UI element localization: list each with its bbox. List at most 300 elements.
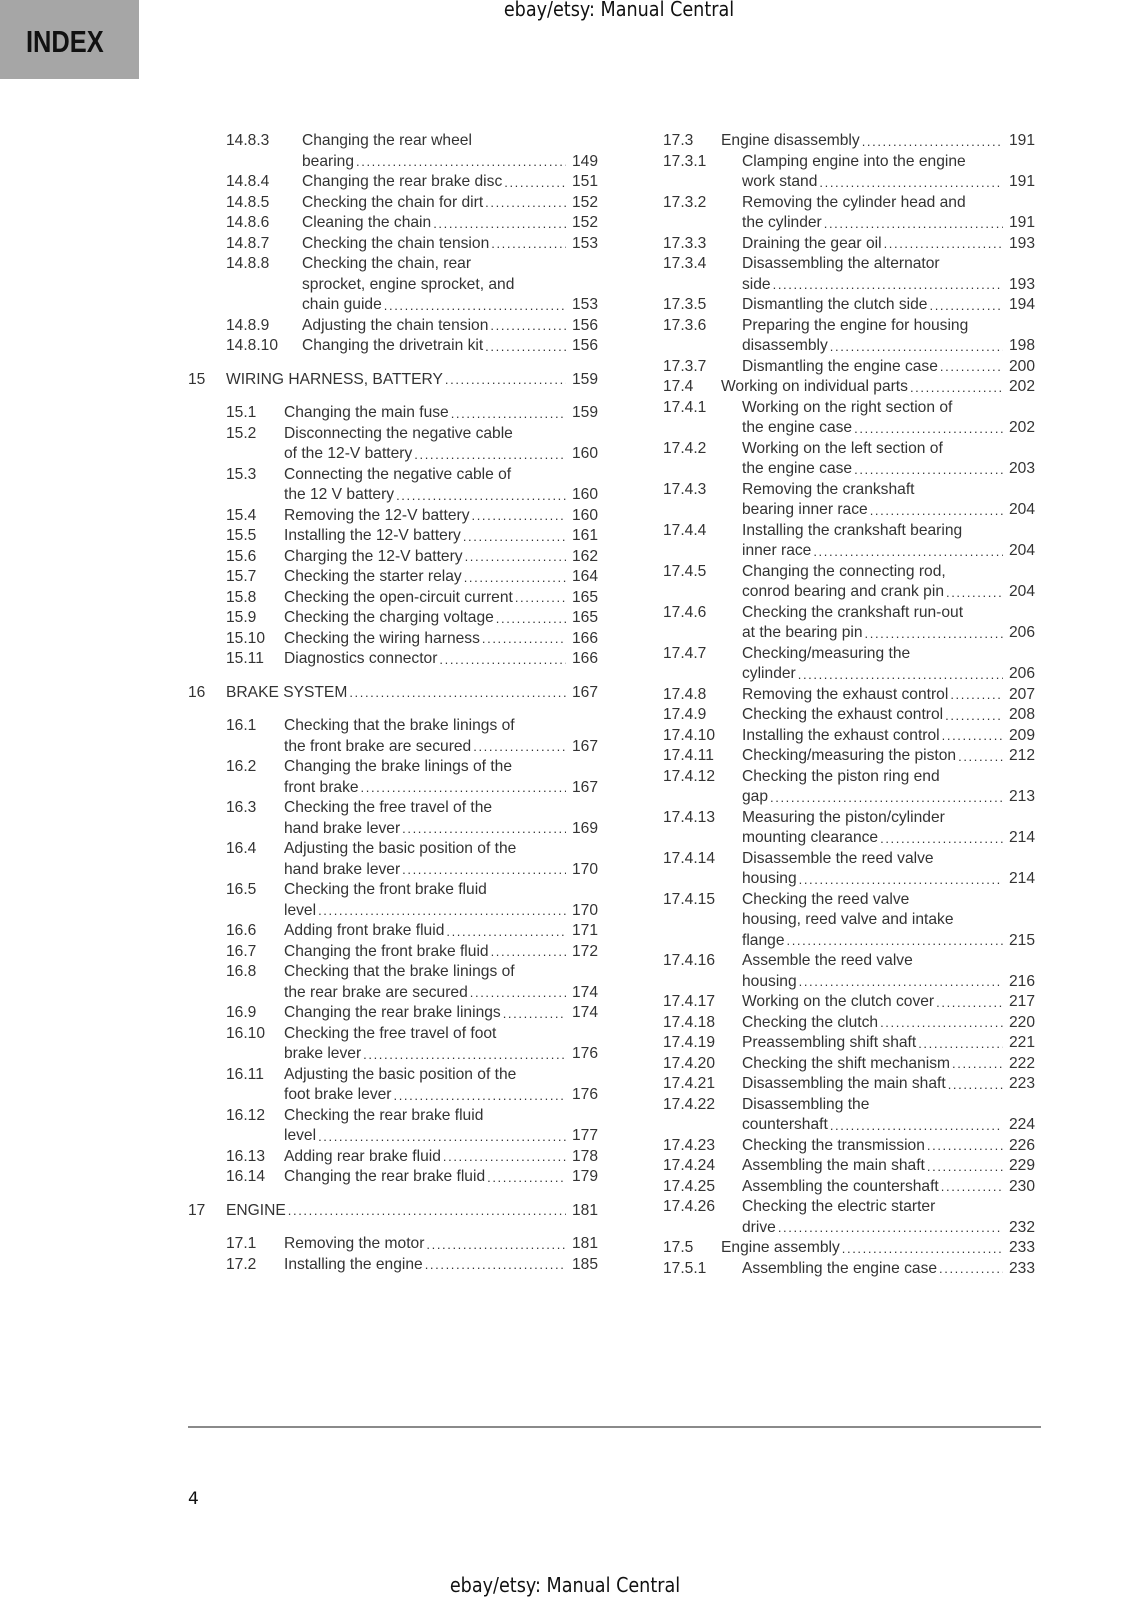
toc-entry-number: 17.3.5 bbox=[663, 296, 707, 313]
toc-entry-number: 15.10 bbox=[226, 629, 266, 647]
toc-entry-title: Adjusting the chain tension bbox=[302, 316, 489, 334]
dot-leader bbox=[884, 234, 1003, 254]
toc-entry-title: disassembly bbox=[742, 337, 828, 354]
toc-entry-title: Checking the piston ring end bbox=[742, 767, 940, 785]
toc-entry-title: foot brake lever bbox=[284, 1086, 392, 1103]
toc-entry-title: Engine disassembly bbox=[721, 132, 860, 149]
dot-leader bbox=[396, 486, 566, 506]
toc-entry[interactable] bbox=[663, 480, 1035, 521]
toc-entry[interactable] bbox=[188, 1106, 598, 1147]
toc-entry-page: 151 bbox=[571, 173, 598, 190]
toc-entry-number: 17.4.11 bbox=[663, 747, 714, 764]
dot-leader bbox=[490, 316, 566, 336]
toc-entry-page: 171 bbox=[571, 922, 598, 939]
toc-entry-page: 153 bbox=[571, 296, 598, 313]
toc-entry-title: cylinder bbox=[742, 665, 796, 682]
toc-entry[interactable] bbox=[188, 213, 598, 234]
toc-entry-page: 191 bbox=[1008, 173, 1035, 190]
toc-entry-page: 217 bbox=[1008, 993, 1035, 1010]
dot-leader bbox=[402, 860, 566, 880]
toc-entry[interactable] bbox=[663, 767, 1035, 808]
toc-entry[interactable] bbox=[663, 746, 1035, 767]
toc-entry-number: 15.11 bbox=[226, 650, 264, 667]
toc-entry[interactable] bbox=[188, 254, 598, 316]
toc-entry-page: 165 bbox=[571, 609, 598, 626]
dot-leader bbox=[854, 419, 1003, 439]
toc-entry-number: 16.3 bbox=[226, 799, 257, 816]
toc-entry-title: Changing the front brake fluid bbox=[284, 942, 489, 960]
toc-entry-title: Removing the 12-V battery bbox=[284, 506, 470, 524]
toc-entry-title: Installing the engine bbox=[284, 1255, 423, 1273]
toc-entry[interactable] bbox=[663, 152, 1035, 193]
dot-leader bbox=[842, 1239, 1003, 1259]
dot-leader bbox=[770, 788, 1003, 808]
toc-entry-page: 208 bbox=[1008, 706, 1035, 723]
toc-entry-title: Changing the rear brake fluid bbox=[284, 1168, 486, 1185]
toc-entry-number: 17.4.6 bbox=[663, 603, 707, 621]
toc-entry-title: Checking the clutch bbox=[742, 1013, 879, 1031]
toc-entry-title: Checking the chain tension bbox=[302, 234, 490, 252]
toc-entry-number: 15.8 bbox=[226, 588, 257, 606]
toc-entry-title: Assembling the countershaft bbox=[742, 1177, 939, 1195]
toc-entry-page: 164 bbox=[571, 568, 598, 585]
toc-entry[interactable] bbox=[188, 962, 598, 1003]
toc-entry-title: Checking the chain, rear bbox=[302, 255, 472, 272]
toc-chapter-entry[interactable] bbox=[188, 370, 598, 391]
toc-entry[interactable] bbox=[188, 608, 598, 629]
dot-leader bbox=[473, 737, 566, 757]
toc-entry-title: drive bbox=[742, 1218, 776, 1236]
toc-entry-number: 17.4.17 bbox=[663, 993, 716, 1010]
toc-entry-page: 152 bbox=[571, 214, 598, 231]
toc-entry[interactable] bbox=[663, 1054, 1035, 1075]
dot-leader bbox=[939, 1259, 1003, 1279]
toc-entry-title: Checking the exhaust control bbox=[742, 706, 944, 723]
toc-entry-number: 15.2 bbox=[226, 424, 257, 442]
toc-entry-title: work stand bbox=[742, 173, 818, 190]
toc-entry[interactable] bbox=[188, 1147, 598, 1168]
dot-leader bbox=[862, 132, 1003, 152]
toc-entry[interactable] bbox=[663, 808, 1035, 849]
toc-entry[interactable] bbox=[188, 629, 598, 650]
toc-entry-number: 14.8.10 bbox=[226, 337, 279, 354]
toc-entry-title: Working on the right section of bbox=[742, 398, 953, 416]
toc-entry[interactable] bbox=[663, 705, 1035, 726]
toc-entry-number: 17.3.7 bbox=[663, 357, 707, 375]
toc-entry-page: 167 bbox=[571, 778, 598, 796]
dot-leader bbox=[799, 870, 1003, 890]
toc-entry-title: Checking the free travel of the bbox=[284, 799, 493, 816]
toc-entry-number: 16.10 bbox=[226, 1024, 266, 1042]
toc-entry-number: 16.8 bbox=[226, 963, 257, 980]
toc-entry[interactable] bbox=[188, 465, 598, 506]
toc-entry-title: Changing the rear wheel bbox=[302, 132, 472, 149]
toc-entry[interactable] bbox=[663, 398, 1035, 439]
toc-entry-title: side bbox=[742, 275, 771, 293]
toc-entry-page: 223 bbox=[1008, 1075, 1035, 1092]
toc-entry-title: WIRING HARNESS, BATTERY bbox=[226, 370, 443, 388]
dot-leader bbox=[946, 583, 1003, 603]
dot-leader bbox=[318, 901, 566, 921]
toc-entry-title: Checking the crankshaft run-out bbox=[742, 603, 964, 621]
toc-entry-title: Assembling the main shaft bbox=[742, 1157, 925, 1174]
toc-entry-page: 191 bbox=[1008, 132, 1035, 149]
dot-leader bbox=[910, 378, 1003, 398]
toc-entry-page: 149 bbox=[571, 152, 598, 170]
toc-entry[interactable] bbox=[663, 685, 1035, 706]
toc-entry-page: 156 bbox=[571, 316, 598, 334]
toc-entry[interactable] bbox=[188, 1234, 598, 1255]
dot-leader bbox=[425, 1255, 566, 1275]
toc-entry[interactable] bbox=[188, 526, 598, 547]
toc-entry-title: Checking that the brake linings of bbox=[284, 717, 515, 734]
toc-entry[interactable] bbox=[188, 547, 598, 568]
dot-leader bbox=[870, 501, 1003, 521]
toc-entry-title: Engine assembly bbox=[721, 1239, 840, 1256]
toc-entry-page: 161 bbox=[571, 527, 598, 544]
toc-entry[interactable] bbox=[663, 1136, 1035, 1157]
toc-entry-title: Disassembling the bbox=[742, 1095, 870, 1113]
toc-entry-number: 17.4.8 bbox=[663, 685, 707, 703]
dot-leader bbox=[936, 993, 1003, 1013]
dot-leader bbox=[773, 275, 1003, 295]
toc-entry[interactable] bbox=[663, 1197, 1035, 1238]
toc-entry-title: at the bearing pin bbox=[742, 624, 863, 641]
toc-entry-title: Dismantling the clutch side bbox=[742, 296, 928, 313]
toc-entry-page: 222 bbox=[1008, 1054, 1035, 1072]
toc-entry-number: 17.1 bbox=[226, 1235, 257, 1252]
toc-entry-number: 15 bbox=[188, 370, 206, 388]
toc-entry[interactable] bbox=[663, 1177, 1035, 1198]
toc-entry-page: 206 bbox=[1008, 624, 1035, 641]
toc-entry-title: Disconnecting the negative cable bbox=[284, 424, 513, 442]
toc-entry-title: level bbox=[284, 1127, 317, 1144]
toc-entry-title: chain guide bbox=[302, 296, 382, 313]
toc-entry[interactable] bbox=[663, 951, 1035, 992]
toc-entry[interactable] bbox=[188, 880, 598, 921]
toc-right-column bbox=[663, 131, 1035, 1279]
dot-leader bbox=[414, 445, 566, 465]
toc-entry[interactable] bbox=[188, 1003, 598, 1024]
dot-leader bbox=[819, 173, 1003, 193]
dot-leader bbox=[830, 337, 1003, 357]
toc-entry-number: 14.8.8 bbox=[226, 255, 270, 272]
toc-entry-page: 233 bbox=[1008, 1239, 1035, 1256]
toc-entry-title: Changing the brake linings of the bbox=[284, 758, 512, 775]
toc-entry-number: 14.8.9 bbox=[226, 316, 270, 334]
dot-leader bbox=[443, 1147, 566, 1167]
dot-leader bbox=[451, 404, 566, 424]
toc-entry-number: 17.4.2 bbox=[663, 439, 707, 457]
toc-entry-title: ENGINE bbox=[226, 1201, 286, 1219]
toc-entry-page: 167 bbox=[571, 737, 598, 755]
dot-leader bbox=[363, 1045, 566, 1065]
toc-entry[interactable] bbox=[188, 234, 598, 255]
toc-entry-title: Cleaning the chain bbox=[302, 214, 432, 231]
toc-entry-page: 230 bbox=[1008, 1177, 1035, 1195]
dot-leader bbox=[865, 624, 1003, 644]
dot-leader bbox=[445, 370, 566, 390]
dot-leader bbox=[446, 922, 566, 942]
toc-entry[interactable] bbox=[663, 521, 1035, 562]
toc-entry[interactable] bbox=[188, 1024, 598, 1065]
toc-entry-title: Charging the 12-V battery bbox=[284, 547, 463, 565]
toc-entry-page: 178 bbox=[571, 1147, 598, 1165]
toc-entry-number: 15.7 bbox=[226, 568, 257, 585]
toc-entry[interactable] bbox=[663, 439, 1035, 480]
dot-leader bbox=[439, 650, 566, 670]
toc-entry[interactable] bbox=[188, 588, 598, 609]
toc-entry-title: Adjusting the basic position of the bbox=[284, 1065, 517, 1083]
toc-entry-title: Installing the exhaust control bbox=[742, 726, 940, 744]
toc-entry-title: level bbox=[284, 901, 317, 919]
toc-entry[interactable] bbox=[663, 377, 1035, 398]
dot-leader bbox=[491, 234, 566, 254]
toc-entry[interactable] bbox=[663, 1259, 1035, 1280]
toc-entry-number: 17.3.4 bbox=[663, 255, 707, 272]
toc-entry-title: Disassembling the alternator bbox=[742, 255, 940, 272]
dot-leader bbox=[787, 931, 1004, 951]
toc-entry[interactable] bbox=[663, 316, 1035, 357]
toc-entry-page: 220 bbox=[1008, 1013, 1035, 1031]
toc-entry-title: Checking the shift mechanism bbox=[742, 1054, 951, 1072]
dot-leader bbox=[503, 1004, 566, 1024]
toc-entry-page: 193 bbox=[1008, 234, 1035, 252]
index-tab bbox=[0, 0, 139, 79]
dot-leader bbox=[465, 547, 566, 567]
toc-entry[interactable] bbox=[663, 1074, 1035, 1095]
toc-chapter-entry[interactable] bbox=[188, 683, 598, 704]
dot-leader bbox=[318, 1127, 566, 1147]
toc-entry-number: 17.5 bbox=[663, 1239, 694, 1256]
toc-entry-page: 177 bbox=[571, 1127, 598, 1144]
toc-entry-page: 167 bbox=[571, 683, 598, 701]
dot-leader bbox=[426, 1235, 566, 1255]
dot-leader bbox=[824, 214, 1003, 234]
toc-entry[interactable] bbox=[663, 603, 1035, 644]
toc-entry-title: Changing the rear brake disc bbox=[302, 173, 503, 190]
toc-entry-title: flange bbox=[742, 931, 785, 949]
toc-entry-title: Working on the left section of bbox=[742, 439, 943, 457]
toc-entry[interactable] bbox=[188, 1255, 598, 1276]
toc-entry[interactable] bbox=[188, 131, 598, 172]
toc-entry[interactable] bbox=[188, 316, 598, 337]
toc-entry[interactable] bbox=[663, 1156, 1035, 1177]
dot-leader bbox=[927, 1157, 1003, 1177]
toc-entry-number: 17.3.1 bbox=[663, 152, 707, 170]
toc-entry-title: Adding rear brake fluid bbox=[284, 1147, 441, 1165]
dot-leader bbox=[491, 942, 566, 962]
toc-entry[interactable] bbox=[663, 726, 1035, 747]
toc-entry-title: Connecting the negative cable of bbox=[284, 465, 512, 483]
toc-entry[interactable] bbox=[188, 757, 598, 798]
toc-entry[interactable] bbox=[663, 254, 1035, 295]
toc-entry[interactable] bbox=[663, 890, 1035, 952]
dot-leader bbox=[941, 1177, 1003, 1197]
toc-entry-page: 203 bbox=[1008, 460, 1035, 477]
toc-entry-title: bearing inner race bbox=[742, 501, 868, 518]
toc-entry-page: 204 bbox=[1008, 542, 1035, 559]
toc-entry[interactable] bbox=[188, 1167, 598, 1188]
toc-entry[interactable] bbox=[188, 921, 598, 942]
toc-entry-number: 16.5 bbox=[226, 881, 257, 898]
toc-entry-title: Adding front brake fluid bbox=[284, 922, 445, 939]
dot-leader bbox=[482, 629, 566, 649]
toc-entry[interactable] bbox=[663, 1033, 1035, 1054]
toc-entry-number: 17.4.23 bbox=[663, 1136, 716, 1154]
dot-leader bbox=[950, 685, 1003, 705]
dot-leader bbox=[918, 1034, 1003, 1054]
toc-entry-number: 17.4.26 bbox=[663, 1198, 716, 1215]
toc-entry-number: 17.3.2 bbox=[663, 193, 707, 211]
toc-entry-title: bearing bbox=[302, 152, 355, 170]
toc-entry-title: Checking the open-circuit current bbox=[284, 588, 513, 606]
toc-entry[interactable] bbox=[188, 506, 598, 527]
toc-entry-title: Changing the drivetrain kit bbox=[302, 337, 484, 354]
dot-leader bbox=[288, 1201, 566, 1221]
toc-entry-number: 16.11 bbox=[226, 1065, 264, 1083]
toc-entry-page: 202 bbox=[1008, 419, 1035, 436]
toc-entry-number: 17.4.7 bbox=[663, 644, 707, 662]
dot-leader bbox=[798, 665, 1003, 685]
toc-entry-number: 17 bbox=[188, 1201, 206, 1219]
watermark-top: ebay/etsy: Manual Central bbox=[503, 0, 735, 21]
dot-leader bbox=[952, 1054, 1003, 1074]
toc-entry[interactable] bbox=[188, 649, 598, 670]
toc-entry-number: 17.4.9 bbox=[663, 706, 707, 723]
dot-leader bbox=[504, 173, 566, 193]
toc-entry-number: 16.2 bbox=[226, 758, 257, 775]
dot-leader bbox=[958, 747, 1003, 767]
toc-entry[interactable] bbox=[188, 839, 598, 880]
toc-entry-number: 17.4.1 bbox=[663, 398, 707, 416]
toc-entry-number: 16.14 bbox=[226, 1168, 266, 1185]
toc-entry[interactable] bbox=[663, 1238, 1035, 1259]
toc-entry-number: 16.9 bbox=[226, 1004, 257, 1021]
toc-entry[interactable] bbox=[188, 1065, 598, 1106]
dot-leader bbox=[942, 726, 1003, 746]
toc-entry-title: front brake bbox=[284, 778, 359, 796]
dot-leader bbox=[854, 460, 1003, 480]
toc-entry-title: mounting clearance bbox=[742, 829, 879, 846]
dot-leader bbox=[384, 296, 566, 316]
toc-entry-title: of the 12-V battery bbox=[284, 445, 413, 462]
toc-entry-title: the front brake are secured bbox=[284, 737, 472, 755]
toc-entry-title: Assemble the reed valve bbox=[742, 952, 913, 969]
toc-entry-number: 17.4.19 bbox=[663, 1034, 716, 1051]
toc-entry[interactable] bbox=[188, 403, 598, 424]
toc-entry-title: Installing the 12-V battery bbox=[284, 527, 461, 544]
toc-entry[interactable] bbox=[188, 193, 598, 214]
toc-entry-title: the rear brake are secured bbox=[284, 983, 468, 1001]
toc-entry-title: Draining the gear oil bbox=[742, 234, 882, 252]
toc-entry-title: BRAKE SYSTEM bbox=[226, 683, 348, 701]
toc-entry-number: 14.8.7 bbox=[226, 234, 270, 252]
toc-entry[interactable] bbox=[663, 562, 1035, 603]
toc-entry-page: 213 bbox=[1008, 788, 1035, 805]
dot-leader bbox=[945, 706, 1003, 726]
toc-entry-page: 174 bbox=[571, 1004, 598, 1021]
toc-entry[interactable] bbox=[663, 644, 1035, 685]
toc-entry-title: housing bbox=[742, 870, 797, 887]
toc-entry-title: the 12 V battery bbox=[284, 486, 395, 503]
toc-entry[interactable] bbox=[663, 234, 1035, 255]
dot-leader bbox=[485, 193, 566, 213]
toc-entry-number: 17.5.1 bbox=[663, 1259, 707, 1277]
toc-entry-page: 232 bbox=[1008, 1218, 1035, 1236]
toc-entry-page: 174 bbox=[571, 983, 598, 1001]
toc-entry-title: Working on individual parts bbox=[721, 378, 908, 395]
toc-entry-title: Checking/measuring the bbox=[742, 644, 911, 662]
toc-entry[interactable] bbox=[663, 1095, 1035, 1136]
dot-leader bbox=[487, 1168, 566, 1188]
toc-entry-number: 17.4.3 bbox=[663, 480, 707, 498]
toc-entry-title: inner race bbox=[742, 542, 812, 559]
toc-entry-number: 16.1 bbox=[226, 717, 257, 734]
toc-entry-number: 17.4.15 bbox=[663, 890, 716, 908]
toc-entry-page: 176 bbox=[571, 1086, 598, 1103]
toc-entry-title: sprocket, engine sprocket, and bbox=[302, 275, 515, 293]
toc-entry-page: 194 bbox=[1008, 296, 1035, 313]
toc-entry-title: Checking the wiring harness bbox=[284, 629, 480, 647]
toc-entry[interactable] bbox=[188, 424, 598, 465]
toc-entry[interactable] bbox=[188, 798, 598, 839]
toc-entry-page: 165 bbox=[571, 588, 598, 606]
toc-entry-number: 17.4.14 bbox=[663, 849, 716, 867]
toc-entry[interactable] bbox=[663, 357, 1035, 378]
toc-entry[interactable] bbox=[663, 992, 1035, 1013]
toc-entry[interactable] bbox=[188, 716, 598, 757]
toc-entry-title: Disassembling the main shaft bbox=[742, 1075, 946, 1092]
toc-chapter-entry[interactable] bbox=[188, 1201, 598, 1222]
dot-leader bbox=[433, 214, 566, 234]
toc-entry-title: the engine case bbox=[742, 460, 853, 477]
watermark-bottom: ebay/etsy: Manual Central bbox=[449, 1573, 681, 1597]
toc-entry[interactable] bbox=[663, 849, 1035, 890]
toc-entry-page: 198 bbox=[1008, 337, 1035, 354]
toc-entry[interactable] bbox=[188, 567, 598, 588]
toc-entry-number: 17.4 bbox=[663, 378, 694, 395]
toc-entry-page: 152 bbox=[571, 193, 598, 211]
toc-entry-number: 17.2 bbox=[226, 1255, 257, 1273]
toc-entry-title: housing bbox=[742, 972, 797, 990]
toc-entry-title: Checking the front brake fluid bbox=[284, 881, 487, 898]
toc-entry-page: 200 bbox=[1008, 357, 1035, 375]
toc-entry-title: conrod bearing and crank pin bbox=[742, 583, 944, 600]
toc-entry-page: 204 bbox=[1008, 501, 1035, 518]
toc-entry[interactable] bbox=[663, 1013, 1035, 1034]
toc-entry-page: 209 bbox=[1008, 726, 1035, 744]
toc-entry-title: brake lever bbox=[284, 1045, 362, 1062]
toc-entry[interactable] bbox=[663, 131, 1035, 152]
toc-entry-page: 193 bbox=[1008, 275, 1035, 293]
toc-entry[interactable] bbox=[188, 172, 598, 193]
toc-entry-page: 176 bbox=[571, 1045, 598, 1062]
toc-entry[interactable] bbox=[663, 295, 1035, 316]
toc-entry-title: Removing the cylinder head and bbox=[742, 193, 966, 211]
toc-entry-number: 15.9 bbox=[226, 609, 257, 626]
toc-entry-number: 16.13 bbox=[226, 1147, 266, 1165]
toc-entry[interactable] bbox=[188, 336, 598, 357]
toc-entry-page: 169 bbox=[571, 819, 598, 837]
toc-entry-page: 166 bbox=[571, 629, 598, 647]
toc-entry-page: 156 bbox=[571, 337, 598, 354]
toc-entry[interactable] bbox=[188, 942, 598, 963]
toc-entry[interactable] bbox=[663, 193, 1035, 234]
toc-entry-page: 160 bbox=[571, 486, 598, 503]
dot-leader bbox=[496, 609, 566, 629]
page-number: 4 bbox=[188, 1489, 199, 1509]
